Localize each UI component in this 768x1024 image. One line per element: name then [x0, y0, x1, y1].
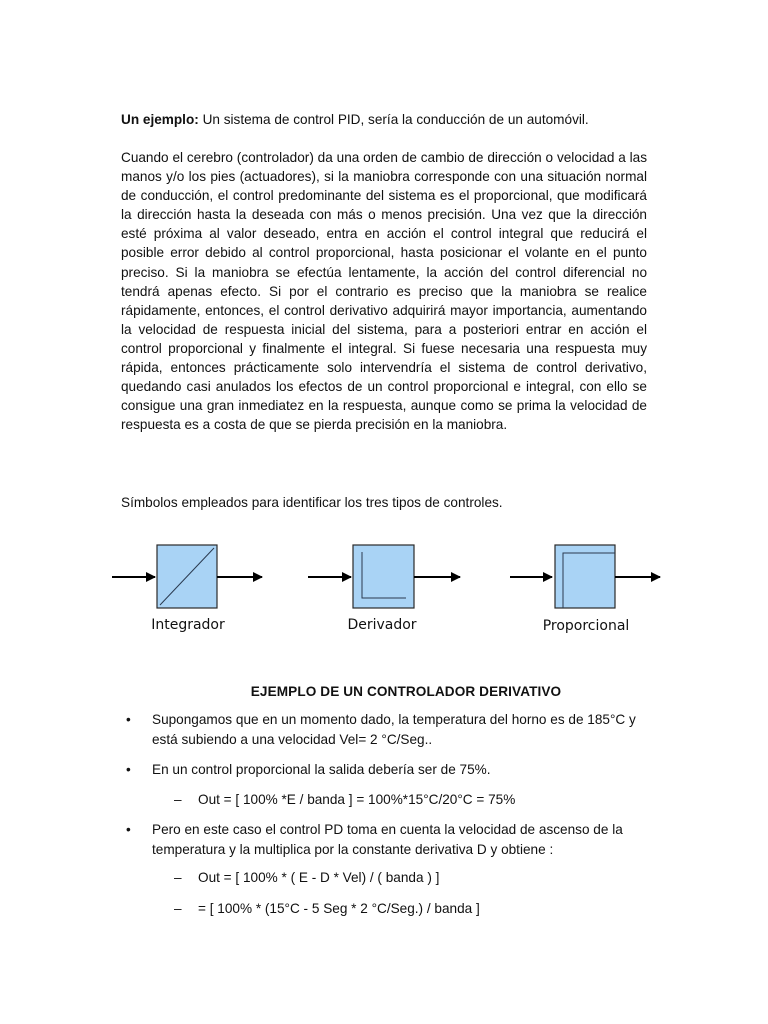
- bullet-marker: •: [126, 712, 131, 727]
- sub-marker: –: [174, 870, 182, 885]
- sub-text: = [ 100% * (15°C - 5 Seg * 2 °C/Seg.) / banda ]: [198, 901, 480, 916]
- proporcional-symbol: [510, 545, 660, 634]
- proporcional-label: Proporcional: [542, 618, 630, 634]
- intro-text: Un sistema de control PID, sería la conducción de un automóvil.: [198, 112, 589, 127]
- bullet-text: Supongamos que en un momento dado, la temperatura del horno es de 185°C y está subiendo a una velocidad Vel= 2 °C/Seg..: [152, 712, 636, 747]
- section-heading: EJEMPLO DE UN CONTROLADOR DERIVATIVO: [250, 684, 562, 699]
- symbols-intro: Símbolos empleados para identificar los tres tipos de controles.: [121, 495, 503, 510]
- controller-symbols-diagram: [100, 530, 680, 640]
- sub-marker: –: [174, 901, 182, 916]
- intro-label: Un ejemplo:: [121, 112, 199, 127]
- sub-marker: –: [174, 792, 182, 807]
- body-paragraph: Cuando el cerebro (controlador) da una orden de cambio de dirección o velocidad a las manos y/o los pies (actuadores), si la maniobra corresponde con una situación normal de conducción, el control predominante del sistema es el proporcional, que modificará la dirección hasta la deseada con más o menos precisión. Una vez que la dirección esté próxima al valor deseado, entra en acción el control integral que reducirá el posible error debido al control proporcional, hasta posicionar el volante en el punto preciso. Si la maniobra se efectúa lentamente, la acción del control diferencial no tendrá apenas efecto. Si por el contrario es preciso que la maniobra se realice rápidamente, entonces, el control derivativo adquirirá mayor importancia, aumentando la velocidad de respuesta inicial del sistema, para a posteriori entrar en acción el control proporcional y finalmente el integral. Si fuese necesaria una respuesta muy rápida, entonces prácticamente solo intervendría el sistema de control derivativo, quedando casi anulados los efectos de un control proporcional e integral, con ello se consigue una gran inmediatez en la respuesta, aunque como se prima la velocidad de respuesta es a costa de que se pierda precisión en la maniobra.: [121, 150, 647, 433]
- bullet-marker: •: [126, 822, 131, 837]
- bullet-text: En un control proporcional la salida debería ser de 75%.: [152, 762, 491, 777]
- sub-text: Out = [ 100% * ( E - D * Vel) / ( banda ) ]: [198, 870, 440, 885]
- integrador-label: Integrador: [151, 617, 225, 633]
- bullet-text: Pero en este caso el control PD toma en cuenta la velocidad de ascenso de la temperatura y la multiplica por la constante derivativa D y obtiene :: [152, 822, 623, 857]
- derivador-label: Derivador: [347, 617, 417, 633]
- derivador-symbol: [308, 545, 460, 633]
- sub-text: Out = [ 100% *E / banda ] = 100%*15°C/20°C = 75%: [198, 792, 516, 807]
- proporcional-block: [555, 545, 615, 608]
- intro-line: [121, 110, 649, 129]
- bullet-marker: •: [126, 762, 131, 777]
- integrador-symbol: [112, 545, 262, 633]
